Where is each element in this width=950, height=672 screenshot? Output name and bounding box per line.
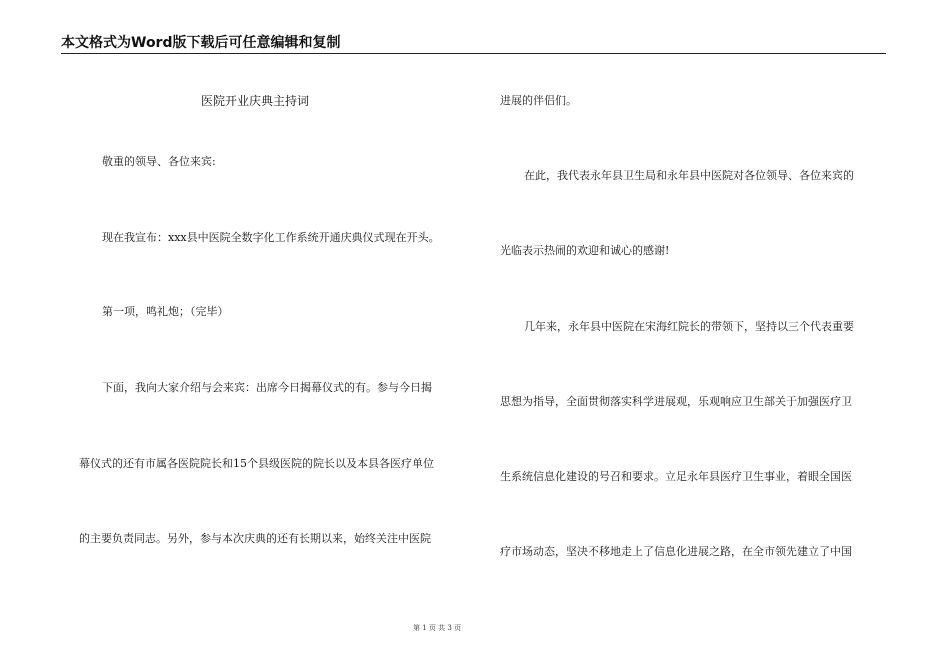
right-paragraph-line: 疗市场动态，坚决不移地走上了信息化进展之路，在全市领先建立了中国 [500, 545, 852, 558]
right-paragraph-line: 光临表示热闹的欢迎和诚心的感谢! [500, 244, 670, 257]
right-paragraph-line: 进展的伴侣们。 [500, 94, 577, 107]
left-paragraph-line: 敬重的领导、各位来宾: [102, 155, 216, 168]
document-title: 医院开业庆典主持词 [201, 94, 310, 108]
page-number-footer: 第 1 页 共 3 页 [413, 624, 462, 632]
right-paragraph-line: 在此，我代表永年县卫生局和永年县中医院对各位领导、各位来宾的 [524, 169, 854, 182]
right-paragraph-line: 生系统信息化建设的号召和要求。立足永年县医疗卫生事业，着眼全国医 [500, 470, 852, 483]
page-header-text: 本文格式为Word版下载后可任意编辑和复制 [61, 35, 341, 51]
left-paragraph-line: 第一项，鸣礼炮；（完毕） [102, 305, 229, 318]
header-divider [61, 53, 886, 54]
left-paragraph-line: 现在我宣布：xxx县中医院全数字化工作系统开通庆典仪式现在开头。 [102, 231, 440, 244]
left-paragraph-line: 的主要负责同志。另外，参与本次庆典的还有长期以来，始终关注中医院 [79, 532, 431, 545]
right-paragraph-line: 几年来，永年县中医院在宋海红院长的带领下，坚持以三个代表重要 [524, 320, 854, 333]
left-paragraph-line: 幕仪式的还有市属各医院院长和15个县级医院的院长以及本县各医疗单位 [79, 457, 434, 470]
right-paragraph-line: 思想为指导，全面贯彻落实科学进展观，乐观响应卫生部关于加强医疗卫 [500, 395, 852, 408]
left-paragraph-line: 下面，我向大家介绍与会来宾：出席今日揭幕仪式的有。参与今日揭 [102, 381, 432, 394]
